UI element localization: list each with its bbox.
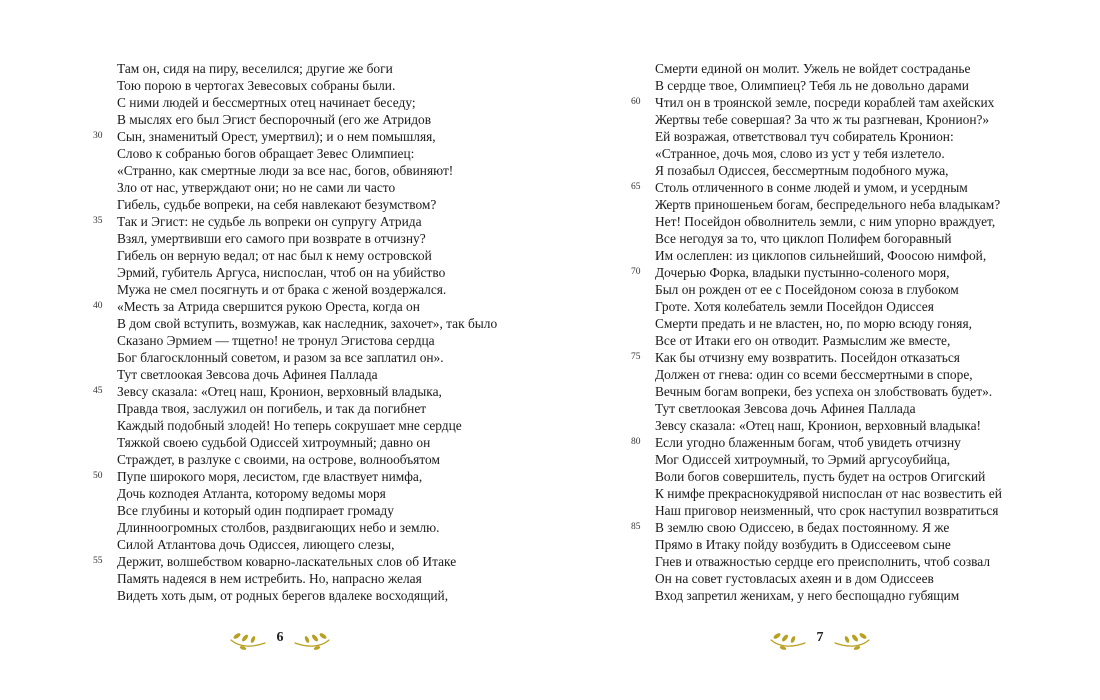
right-page-number: 7 — [816, 630, 824, 645]
verse-line — [117, 196, 497, 213]
verse-text: Эрмий, губитель Аргуса, ниспослан, чтоб он на убийство — [117, 265, 446, 280]
verse-text: «Странно, как смертные люди за все нас, богов, обвиняют! — [117, 163, 454, 178]
verse-line — [117, 94, 497, 111]
verse-text: Дочерью Форка, владыки пустынно-соленого моря, — [655, 265, 950, 280]
verse-line — [117, 451, 497, 468]
line-number: 75 — [631, 352, 641, 362]
verse-line — [117, 434, 497, 451]
line-number: 85 — [631, 522, 641, 532]
verse-text: Сын, знаменитый Орест, умертвил); и о нем помышляя, — [117, 129, 436, 144]
verse-line — [117, 570, 497, 587]
verse-line — [655, 383, 1002, 400]
verse-text: Гибель, судьбе вопреки, на себя навлекают безумством? — [117, 197, 437, 212]
verse-text: Там он, сидя на пиру, веселился; другие же боги — [117, 61, 393, 76]
verse-text: Каждый подобный злодей! Но теперь сокрушает мне сердце — [117, 418, 462, 433]
verse-text: Тою порою в чертогах Зевесовых собраны были. — [117, 78, 396, 93]
verse-line — [655, 400, 1002, 417]
verse-text: Как бы отчизну ему возвратить. Посейдон отказаться — [655, 350, 960, 365]
verse-line — [93, 128, 497, 145]
verse-line — [655, 332, 1002, 349]
verse-line — [631, 94, 1002, 111]
verse-text: Вход запретил женихам, у него беспощадно губящим — [655, 588, 960, 603]
verse-text: Силой Атлантова дочь Одиссея, лиющего слезы, — [117, 537, 395, 552]
verse-line — [117, 502, 497, 519]
verse-line — [655, 298, 1002, 315]
verse-text: Все негодуя за то, что циклоп Полифем богоравный — [655, 231, 952, 246]
line-number: 30 — [93, 131, 103, 141]
verse-line — [655, 77, 1002, 94]
verse-text: Тут светлоокая Зевсова дочь Афинея Паллада — [117, 367, 378, 382]
verse-text: Видеть хоть дым, от родных берегов вдалеке восходящий, — [117, 588, 449, 603]
verse-line — [117, 179, 497, 196]
verse-line — [655, 162, 1002, 179]
verse-line — [117, 536, 497, 553]
verse-text: Длинноогромных столбов, раздвигающих небо и землю. — [117, 520, 440, 535]
verse-line — [117, 332, 497, 349]
verse-line — [655, 315, 1002, 332]
verse-text: Гибель он верную ведал; от нас был к нему островской — [117, 248, 432, 263]
line-number: 80 — [631, 437, 641, 447]
verse-line — [631, 349, 1002, 366]
verse-text: Он на совет густовласых ахеян и в дом Одиссеев — [655, 571, 934, 586]
verse-line — [655, 485, 1002, 502]
verse-line — [655, 451, 1002, 468]
verse-text: «Месть за Атрида свершится рукою Ореста, когда он — [117, 299, 420, 314]
line-number: 45 — [93, 386, 103, 396]
verse-text: Жертв приношеньем богам, беспредельного неба владыкам? — [655, 197, 1001, 212]
verse-line — [117, 315, 497, 332]
verse-line — [655, 60, 1002, 77]
verse-text: Гроте. Хотя колебатель земли Посейдон Одиссея — [655, 299, 934, 314]
line-number: 60 — [631, 97, 641, 107]
verse-line — [655, 587, 1002, 604]
verse-text: Все от Итаки его он отводит. Размыслим же вместе, — [655, 333, 951, 348]
verse-line — [655, 570, 1002, 587]
verse-line — [655, 468, 1002, 485]
verse-line — [655, 196, 1002, 213]
left-verse-block — [93, 60, 498, 604]
verse-line — [655, 111, 1002, 128]
verse-text: Прямо в Итаку пойду возбудить в Одиссеевом сыне — [655, 537, 951, 552]
verse-text: Зевсу сказала: «Отец наш, Кронион, верховный владыка! — [655, 418, 981, 433]
verse-text: В землю свою Одиссею, в бедах постоянному. Я же — [655, 520, 950, 535]
verse-line — [93, 213, 497, 230]
line-number: 35 — [93, 216, 103, 226]
verse-text: Чтил он в троянской земле, посреди кораблей там ахейских — [655, 95, 995, 110]
verse-text: Зевсу сказала: «Отец наш, Кронион, верховный владыка, — [117, 384, 442, 399]
verse-text: В сердце твое, Олимпиец? Тебя ль не довольно дарами — [655, 78, 969, 93]
verse-line — [655, 417, 1002, 434]
verse-line — [655, 536, 1002, 553]
verse-text: Нет! Посейдон обволнитель земли, с ним упорно враждует, — [655, 214, 996, 229]
verse-line — [631, 519, 1002, 536]
verse-line — [117, 264, 497, 281]
verse-text: Столь отличенного в сонме людей и умом, и усердным — [655, 180, 968, 195]
verse-line — [117, 417, 497, 434]
verse-line — [655, 213, 1002, 230]
verse-line — [117, 145, 497, 162]
verse-line — [93, 298, 497, 315]
verse-text: В мыслях его был Эгист беспорочный (его же Атридов — [117, 112, 432, 127]
verse-line — [655, 230, 1002, 247]
verse-line — [117, 247, 497, 264]
verse-line — [631, 264, 1002, 281]
verse-text: Дочь коznодея Атланта, которому ведомы моря — [117, 486, 386, 501]
verse-line — [655, 553, 1002, 570]
verse-text: Жертвы тебе совершая? За что ж ты разгневан, Кронион?» — [655, 112, 990, 127]
left-folio — [225, 627, 335, 653]
verse-line — [117, 366, 497, 383]
verse-line — [117, 77, 497, 94]
verse-line — [655, 502, 1002, 519]
verse-line — [117, 162, 497, 179]
verse-text: Зло от нас, утверждают они; но не сами ли часто — [117, 180, 396, 195]
verse-text: Взял, умертвивши его самого при возврате в отчизну? — [117, 231, 426, 246]
verse-text: Смерти единой он молит. Ужель не войдет состраданье — [655, 61, 971, 76]
verse-text: Все глубины и который один подпирает громаду — [117, 503, 394, 518]
line-number: 70 — [631, 267, 641, 277]
verse-text: В дом свой вступить, возмужав, как наследник, захочет», так было — [117, 316, 498, 331]
verse-line — [93, 553, 497, 570]
left-page-number: 6 — [276, 630, 284, 645]
verse-line — [655, 128, 1002, 145]
verse-text: Смерти предать и не властен, но, по морю всюду гоняя, — [655, 316, 972, 331]
verse-text: Гнев и отважностью сердце его преисполнить, чтоб созвал — [655, 554, 991, 569]
verse-line — [93, 468, 497, 485]
line-number: 65 — [631, 182, 641, 192]
verse-text: Им ослеплен: из циклопов сильнейший, Фоосою нимфой, — [655, 248, 987, 263]
verse-text: Пупе широкого моря, лесистом, где властвует нимфа, — [117, 469, 423, 484]
verse-text: Так и Эгист: не судьбе ль вопреки он супругу Атрида — [117, 214, 422, 229]
verse-text: Тяжкой своею судьбой Одиссей хитроумный; давно он — [117, 435, 431, 450]
right-folio — [765, 627, 875, 653]
verse-text: Я позабыл Одиссея, бессмертным подобного мужа, — [655, 163, 949, 178]
verse-line — [117, 400, 497, 417]
verse-text: Правда твоя, заслужил он погибель, и так да погибнет — [117, 401, 427, 416]
line-number: 55 — [93, 556, 103, 566]
verse-line — [117, 230, 497, 247]
verse-text: Память надеяся в нем истребить. Но, напрасно желая — [117, 571, 422, 586]
verse-text: Тут светлоокая Зевсова дочь Афинея Паллада — [655, 401, 916, 416]
verse-line — [655, 247, 1002, 264]
verse-text: «Странное, дочь моя, слово из уст у тебя излетело. — [655, 146, 945, 161]
verse-text: Наш приговор неизменный, что срок наступил возвратиться — [655, 503, 999, 518]
verse-line — [117, 111, 497, 128]
verse-text: Держит, волшебством коварно-ласкательных слов об Итаке — [117, 554, 457, 569]
verse-text: Бог благосклонный советом, и разом за все заплатил он». — [117, 350, 444, 365]
verse-line — [117, 349, 497, 366]
verse-line — [117, 485, 497, 502]
verse-line — [655, 145, 1002, 162]
verse-text: Страждет, в разлуке с своими, на острове, волнообъятом — [117, 452, 440, 467]
verse-text: Вечным богам вопреки, без успеха он злобствовать будет». — [655, 384, 993, 399]
verse-text: Был он рожден от ее с Посейдоном союза в глубоком — [655, 282, 959, 297]
verse-line — [117, 60, 497, 77]
verse-text: Слово к собранью богов обращает Зевес Олимпиец: — [117, 146, 415, 161]
verse-text: Если угодно блаженным богам, чтоб увидеть отчизну — [655, 435, 961, 450]
verse-line — [117, 587, 497, 604]
verse-text: Должен от гнева: один со всеми бессмертными в споре, — [655, 367, 973, 382]
verse-text: Воли богов совершитель, пусть будет на остров Огигский — [655, 469, 986, 484]
verse-line — [631, 434, 1002, 451]
line-number: 50 — [93, 471, 103, 481]
verse-text: К нимфе прекраснокудрявой ниспослан от нас возвестить ей — [655, 486, 1002, 501]
verse-line — [631, 179, 1002, 196]
verse-text: Мужа не смел посягнуть и от брака с женой воздержался. — [117, 282, 447, 297]
verse-text: Ей возражая, ответствовал туч собиратель Кронион: — [655, 129, 954, 144]
verse-text: Сказано Эрмием — тщетно! не тронул Эгистова сердца — [117, 333, 435, 348]
line-number: 40 — [93, 301, 103, 311]
verse-line — [655, 366, 1002, 383]
verse-line — [93, 383, 497, 400]
verse-line — [655, 281, 1002, 298]
verse-line — [117, 281, 497, 298]
verse-text: Мог Одиссей хитроумный, то Эрмий аргусоубийца, — [655, 452, 951, 467]
verse-text: С ними людей и бессмертных отец начинает беседу; — [117, 95, 416, 110]
right-page — [550, 0, 1100, 700]
right-verse-block — [631, 60, 1002, 604]
verse-line — [117, 519, 497, 536]
